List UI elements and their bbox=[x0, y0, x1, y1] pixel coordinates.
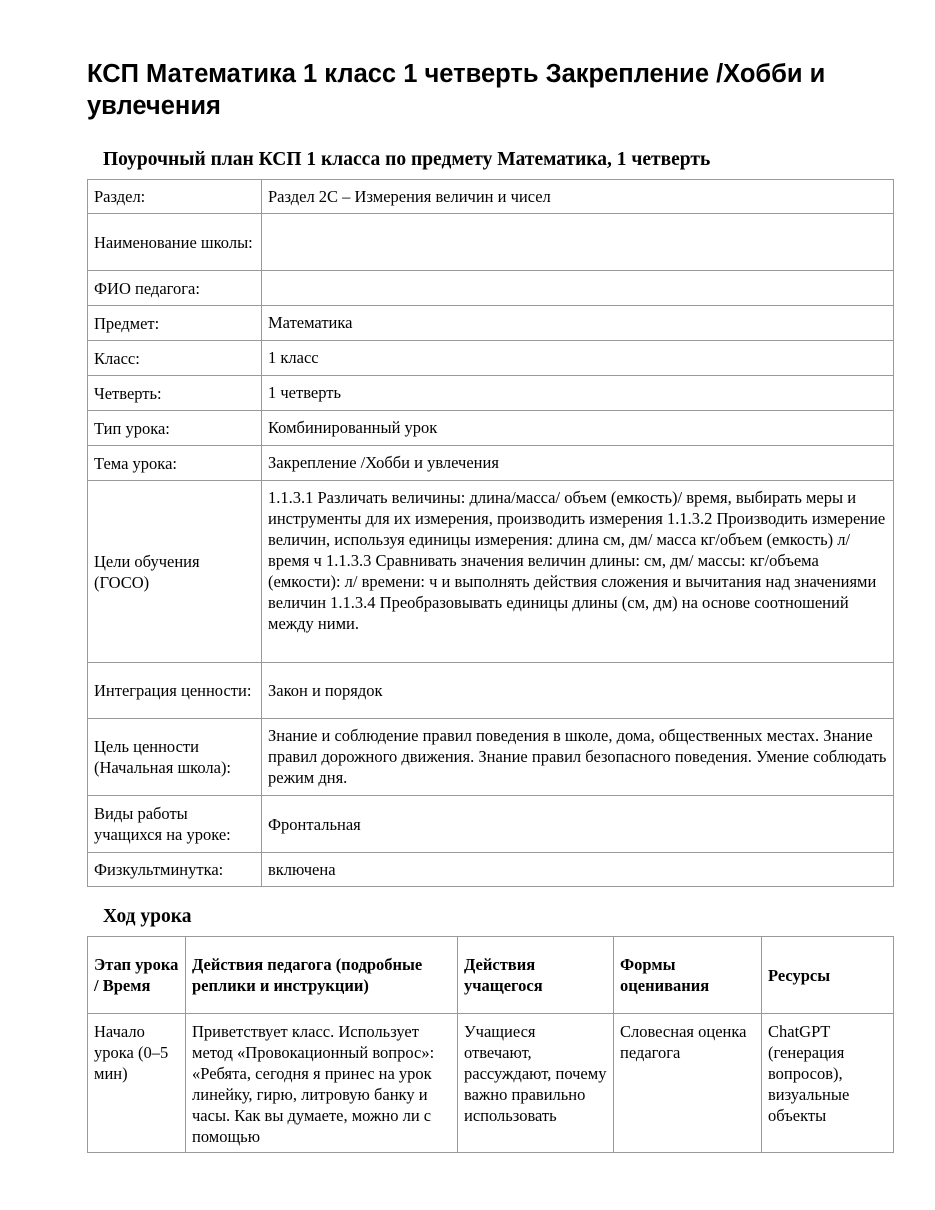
info-value: Математика bbox=[262, 306, 894, 341]
info-value: 1.1.3.1 Различать величины: длина/масса/ объем (емкость)/ время, выбирать меры и инструменты для их измерения, производить измерения 1.1.3.2 Производить измерение величин, используя единицы измерения: длина см, дм/ масса кг/объем (емкость) л/ время ч 1.1.3.3 Сравнивать значения величин длины: см, дм/ массы: кг/объема (емкости): л/ времени: ч и выполнять действия сложения и вычитания над значениями величин 1.1.3.4 Преобразовывать единицы длины (см, дм) на основе соотношений между ними. bbox=[262, 481, 894, 663]
lesson-info-table bbox=[87, 179, 894, 887]
info-label: Интеграция ценности: bbox=[88, 663, 262, 719]
lesson-heading: Ход урока bbox=[103, 906, 192, 927]
info-row bbox=[88, 796, 894, 853]
info-value: Закрепление /Хобби и увлечения bbox=[262, 446, 894, 481]
info-label: Тема урока: bbox=[88, 446, 262, 481]
info-value: Знание и соблюдение правил поведения в школе, дома, общественных местах. Знание правил дорожного движения. Знание правил безопасного поведения. Умение соблюдать режим дня. bbox=[262, 719, 894, 796]
info-label: Виды работы учащихся на уроке: bbox=[88, 796, 262, 853]
info-row bbox=[88, 376, 894, 411]
info-row bbox=[88, 446, 894, 481]
cell-assessment: Словесная оценка педагога bbox=[614, 1014, 762, 1153]
info-label: Тип урока: bbox=[88, 411, 262, 446]
info-label: Цель ценности (Начальная школа): bbox=[88, 719, 262, 796]
info-row bbox=[88, 180, 894, 214]
info-label: Цели обучения (ГОСО) bbox=[88, 481, 262, 663]
info-label: Наименование школы: bbox=[88, 214, 262, 271]
info-label: Раздел: bbox=[88, 180, 262, 214]
info-row bbox=[88, 214, 894, 271]
info-label: Класс: bbox=[88, 341, 262, 376]
info-row bbox=[88, 341, 894, 376]
cell-stage: Начало урока (0–5 мин) bbox=[88, 1014, 186, 1153]
info-value: 1 четверть bbox=[262, 376, 894, 411]
cell-student-actions: Учащиеся отвечают, рассуждают, почему важно правильно использовать bbox=[458, 1014, 614, 1153]
column-header-resources: Ресурсы bbox=[762, 937, 894, 1014]
info-value bbox=[262, 271, 894, 306]
cell-teacher-actions: Приветствует класс. Использует метод «Провокационный вопрос»: «Ребята, сегодня я принес на урок линейку, гирю, литровую банку и часы. Как вы думаете, можно ли с помощью bbox=[186, 1014, 458, 1153]
column-header-teacher-actions: Действия педагога (подробные реплики и инструкции) bbox=[186, 937, 458, 1014]
info-label: ФИО педагога: bbox=[88, 271, 262, 306]
cell-resources: ChatGPT (генерация вопросов), визуальные объекты bbox=[762, 1014, 894, 1153]
info-row bbox=[88, 719, 894, 796]
info-value: включена bbox=[262, 853, 894, 887]
lesson-flow-table bbox=[87, 936, 894, 1153]
info-row bbox=[88, 481, 894, 663]
column-header-stage: Этап урока / Время bbox=[88, 937, 186, 1014]
info-row bbox=[88, 663, 894, 719]
info-value: 1 класс bbox=[262, 341, 894, 376]
info-value: Комбинированный урок bbox=[262, 411, 894, 446]
column-header-assessment: Формы оценивания bbox=[614, 937, 762, 1014]
lesson-header-row bbox=[88, 937, 894, 1014]
info-row bbox=[88, 271, 894, 306]
info-value: Фронтальная bbox=[262, 796, 894, 853]
document-page bbox=[87, 0, 893, 1153]
info-value bbox=[262, 214, 894, 271]
document-title: КСП Математика 1 класс 1 четверть Закрепление /Хобби и увлечения bbox=[87, 60, 826, 120]
info-value: Закон и порядок bbox=[262, 663, 894, 719]
info-label: Физкультминутка: bbox=[88, 853, 262, 887]
info-label: Предмет: bbox=[88, 306, 262, 341]
info-row bbox=[88, 853, 894, 887]
info-row bbox=[88, 411, 894, 446]
info-row bbox=[88, 306, 894, 341]
info-label: Четверть: bbox=[88, 376, 262, 411]
column-header-student-actions: Действия учащегося bbox=[458, 937, 614, 1014]
plan-heading: Поурочный план КСП 1 класса по предмету Математика, 1 четверть bbox=[103, 149, 711, 170]
info-value: Раздел 2С – Измерения величин и чисел bbox=[262, 180, 894, 214]
table-row bbox=[88, 1014, 894, 1153]
